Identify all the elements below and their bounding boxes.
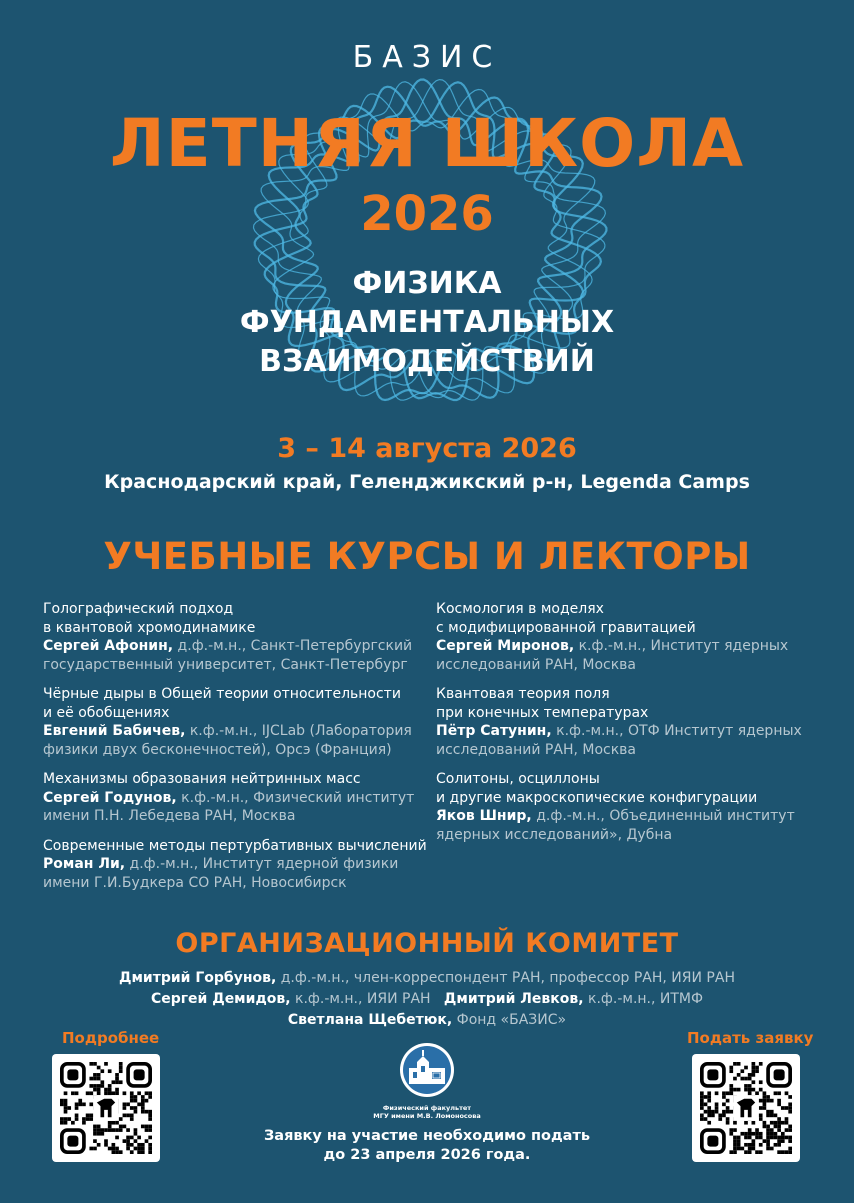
course-lecturer (436, 722, 836, 759)
course-item (43, 685, 443, 759)
subtitle-line: ВЗАИМОДЕЙСТВИЙ (259, 344, 595, 379)
committee-member (0, 1010, 854, 1031)
member-affiliation: к.ф.-м.н., ИТМФ (583, 991, 704, 1007)
course-title-line: и её обобщениях (43, 704, 170, 721)
course-title-line: Космология в моделях (436, 601, 604, 617)
course-lecturer (43, 637, 443, 674)
course-item (43, 837, 443, 893)
courses-heading: УЧЕБНЫЕ КУРСЫ И ЛЕКТОРЫ (103, 535, 751, 578)
member-affiliation: д.ф.-м.н., член-корреспондент РАН, профессор РАН, ИЯИ РАН (276, 970, 735, 986)
lecturer-name: Роман Ли, (43, 856, 126, 872)
course-lecturer (436, 807, 836, 844)
course-lecturer (43, 789, 443, 826)
course-title-line: Солитоны, осциллоны (436, 771, 600, 787)
member-affiliation: Фонд «БАЗИС» (452, 1012, 567, 1028)
course-lecturer (436, 637, 836, 674)
course-title-line: Чёрные дыры в Общей теории относительности (43, 686, 401, 702)
event-venue: Краснодарский край, Геленджикский р-н, Legenda Camps (104, 471, 750, 493)
page-title: ЛЕТНЯЯ ШКОЛА (109, 105, 745, 182)
lecturer-affiliation: д.ф.-м.н., Объединенный институт ядерных исследований», Дубна (436, 808, 795, 843)
subtitle (0, 264, 854, 381)
faculty-logo (360, 1042, 494, 1120)
courses-right-column (436, 600, 836, 855)
course-title-line: Механизмы образования нейтринных масс (43, 771, 361, 787)
lecturer-name: Пётр Сатунин, (436, 723, 552, 739)
course-title (436, 600, 836, 637)
lecturer-name: Евгений Бабичев, (43, 723, 186, 739)
subtitle-line: ФУНДАМЕНТАЛЬНЫХ (239, 305, 615, 340)
deadline-line: Заявку на участие необходимо подать (263, 1128, 591, 1144)
member-name: Сергей Демидов, (150, 991, 291, 1007)
committee-member (0, 989, 854, 1010)
committee-member (0, 968, 854, 989)
member-name: Дмитрий Горбунов, (119, 970, 277, 986)
course-title (43, 600, 443, 637)
lecturer-name: Сергей Годунов, (43, 789, 177, 806)
course-title (436, 770, 836, 807)
lecturer-affiliation: д.ф.-м.н., Институт ядерной физики имени Г.И.Будкера СО РАН, Новосибирск (43, 856, 399, 891)
lecturer-name: Сергей Миронов, (436, 638, 575, 654)
course-item (436, 770, 836, 844)
course-title-line: с модифицированной гравитацией (436, 619, 696, 636)
more-info-label: Подробнее (62, 1029, 160, 1047)
course-item (436, 600, 836, 674)
deadline-line: до 23 апреля 2026 года. (323, 1147, 531, 1163)
application-deadline (0, 1127, 854, 1165)
courses-left-column (43, 600, 443, 903)
faculty-name-line: МГУ имени М.В. Ломоносова (373, 1112, 481, 1120)
course-item (43, 600, 443, 674)
course-title-line: Квантовая теория поля (436, 686, 610, 702)
course-title-line: Голографический подход (43, 601, 234, 617)
faculty-emblem-icon (399, 1042, 455, 1098)
apply-label: Подать заявку (687, 1029, 814, 1047)
lecturer-name: Яков Шнир, (436, 808, 532, 824)
course-title (43, 685, 443, 722)
course-title-line: и другие макроскопические конфигурации (436, 789, 758, 806)
lecturer-name: Сергей Афонин, (43, 638, 174, 654)
lecturer-affiliation: к.ф.-м.н., IJCLab (Лаборатория физики двух бесконечностей), Орсэ (Франция) (43, 723, 412, 758)
course-lecturer (43, 722, 443, 759)
member-name: Светлана Щебетюк, (287, 1012, 453, 1028)
course-title-line: Современные методы пертурбативных вычислений (43, 837, 427, 854)
course-title-line: при конечных температурах (436, 704, 649, 721)
subtitle-line: ФИЗИКА (352, 266, 502, 301)
committee-heading: ОРГАНИЗАЦИОННЫЙ КОМИТЕТ (175, 928, 679, 959)
course-title (436, 685, 836, 722)
lecturer-affiliation: к.ф.-м.н., Физический институт имени П.Н. Лебедева РАН, Москва (43, 789, 415, 824)
course-lecturer (43, 855, 443, 892)
lecturer-affiliation: д.ф.-м.н., Санкт-Петербургский государственный университет, Санкт-Петербург (43, 638, 413, 673)
course-item (436, 685, 836, 759)
member-name: Дмитрий Левков, (443, 991, 584, 1007)
course-title-line: в квантовой хромодинамике (43, 619, 256, 636)
member-affiliation: к.ф.-м.н., ИЯИ РАН (290, 991, 431, 1007)
lecturer-affiliation: к.ф.-м.н., ОТФ Институт ядерных исследований РАН, Москва (436, 723, 802, 758)
course-title (43, 837, 443, 856)
course-item (43, 770, 443, 826)
course-title (43, 770, 443, 789)
lecturer-affiliation: к.ф.-м.н., Институт ядерных исследований РАН, Москва (436, 638, 789, 673)
event-dates: 3 – 14 августа 2026 (277, 433, 577, 464)
title-year: 2026 (360, 186, 494, 242)
faculty-name (360, 1104, 494, 1120)
faculty-name-line: Физический факультет (382, 1104, 472, 1112)
brand-logo: БАЗИС (352, 40, 502, 75)
